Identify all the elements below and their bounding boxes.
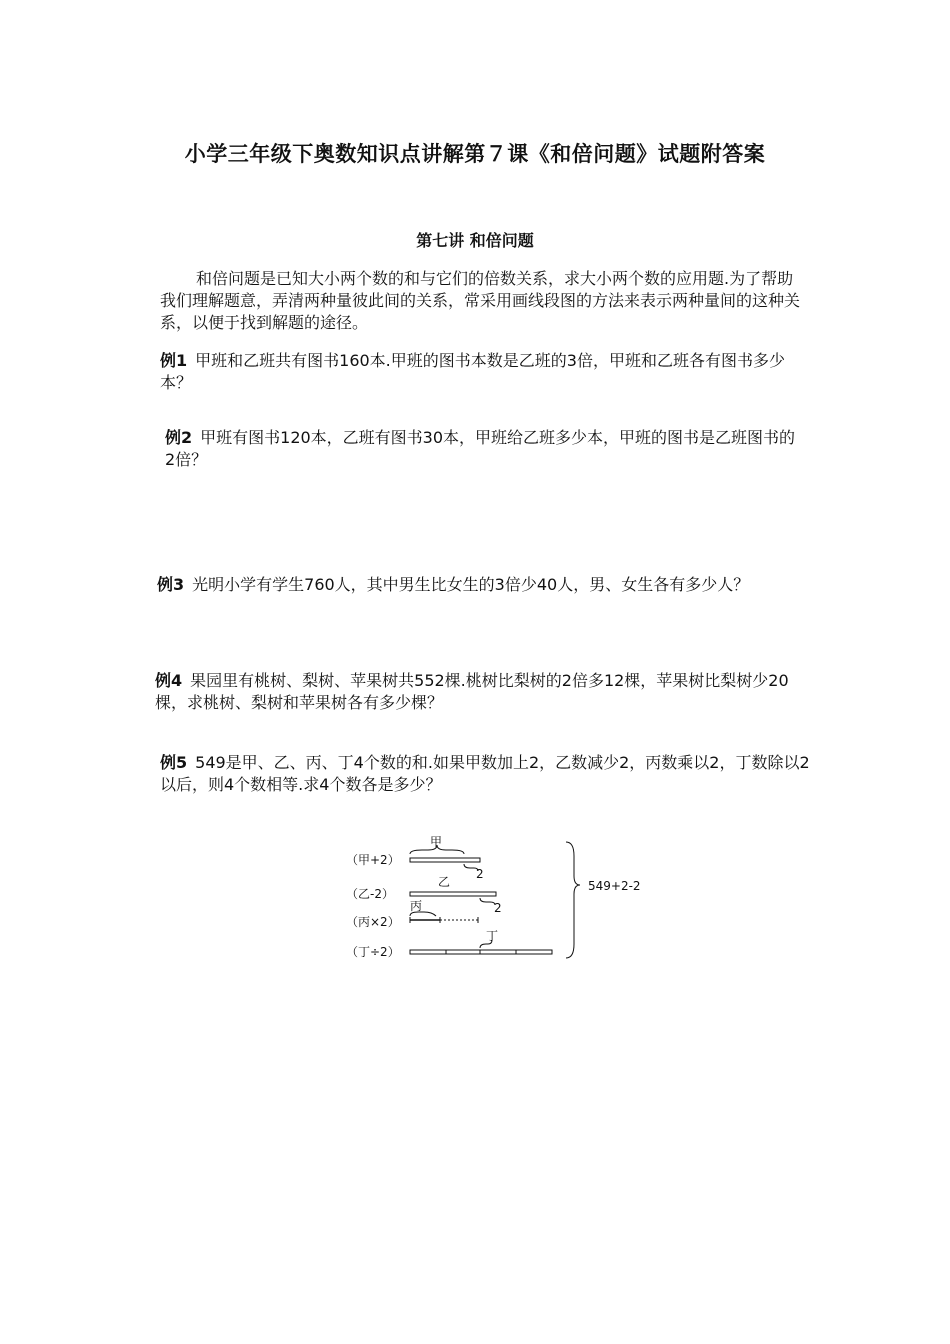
- segment-label-ding: 丁: [486, 929, 499, 943]
- right-brace: [566, 842, 580, 958]
- example-4-text: 果园里有桃树、梨树、苹果树共552棵.桃树比梨树的2倍多12棵，苹果树比梨树少20棵，求桃树、梨树和苹果树各有多少棵？: [155, 671, 789, 712]
- example-5-text: 549是甲、乙、丙、丁4个数的和.如果甲数加上2，乙数减少2，丙数乘以2，丁数除以2以后，则4个数相等.求4个数各是多少？: [160, 753, 810, 794]
- segment-label-two-a: 2: [476, 867, 484, 881]
- example-4: [155, 670, 810, 714]
- row-label-ding: （丁÷2）: [346, 945, 400, 959]
- example-1: [160, 350, 800, 394]
- brace-two-b: [480, 898, 495, 905]
- segment-jia: [410, 858, 480, 862]
- example-1-text: 甲班和乙班共有图书160本.甲班的图书本数是乙班的3倍，甲班和乙班各有图书多少本？: [160, 351, 785, 392]
- document-title: 小学三年级下奥数知识点讲解第７课《和倍问题》试题附答案: [184, 142, 766, 166]
- example-3-label: 例3: [157, 575, 185, 594]
- example-5: [160, 752, 810, 796]
- example-3: [157, 574, 807, 596]
- example-5-label: 例5: [160, 753, 188, 772]
- lecture-title: 第七讲 和倍问题: [416, 231, 534, 250]
- example-2-text: 甲班有图书120本，乙班有图书30本，甲班给乙班多少本，甲班的图书是乙班图书的2倍？: [165, 428, 796, 469]
- example-4-label: 例4: [155, 671, 183, 690]
- example-1-label: 例1: [160, 351, 188, 370]
- row-label-jia: （甲+2）: [346, 853, 400, 867]
- example-2: [165, 427, 805, 471]
- segment-yi: [410, 892, 496, 896]
- segment-label-yi: 乙: [438, 875, 451, 889]
- example-3-text: 光明小学有学生760人，其中男生比女生的3倍少40人，男、女生各有多少人？: [192, 575, 750, 594]
- intro-paragraph: [160, 268, 800, 334]
- intro-text: 和倍问题是已知大小两个数的和与它们的倍数关系，求大小两个数的应用题.为了帮助我们理解题意，弄清两种量彼此间的关系，常采用画线段图的方法来表示两种量间的这种关系，以便于找到解题的途径。: [160, 269, 801, 332]
- segment-label-two-b: 2: [494, 901, 502, 915]
- example-2-label: 例2: [165, 428, 193, 447]
- line-segment-diagram: [340, 828, 660, 968]
- row-label-yi: （乙-2）: [346, 887, 394, 901]
- brace-jia: [410, 845, 464, 854]
- row-label-bing: （丙×2）: [346, 915, 400, 929]
- segment-label-jia: 甲: [430, 835, 443, 849]
- segment-ding: [410, 950, 552, 954]
- brace-bing: [410, 912, 436, 916]
- segment-label-bing: 丙: [410, 899, 423, 913]
- sum-label: 549+2-2: [588, 879, 641, 893]
